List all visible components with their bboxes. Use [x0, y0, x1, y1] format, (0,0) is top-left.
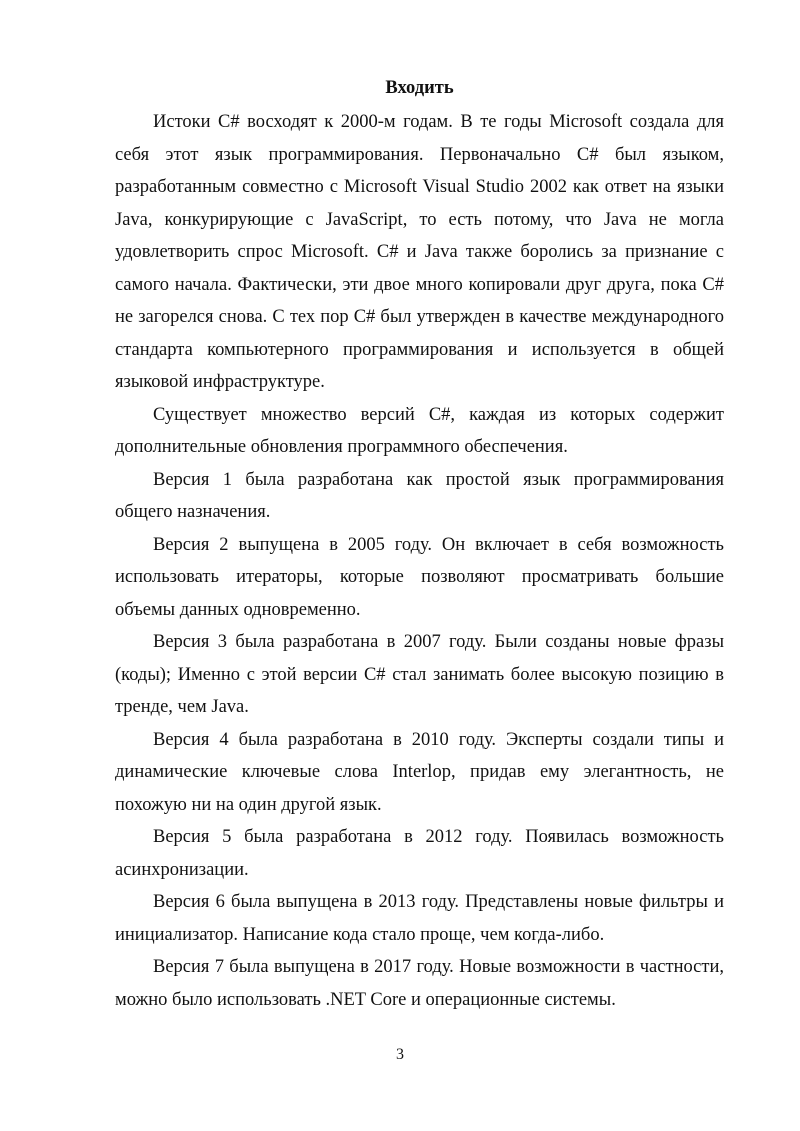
paragraph-version-3: Версия 3 была разработана в 2007 году. Были созданы новые фразы (коды); Именно с этой версии C# стал занимать более высокую позицию в тренде, чем Java. [115, 632, 724, 717]
paragraph-origins: Истоки C# восходят к 2000-м годам. В те годы Microsoft создала для себя этот язык программирования. Первоначально C# был языком, разработанным совместно с Microsoft Visual Studio 2002 как ответ на языки Java, конкурирующие с JavaScript, то есть потому, что Java не могла удовлетворить спрос Microsoft. C# и Java также боролись за признание с самого начала. Фактически, эти двое много копировали друг друга, пока C# не загорелся снова. С тех пор C# был утвержден в качестве международного стандарта компьютерного программирования и используется в общей языковой инфраструктуре. [115, 112, 724, 392]
paragraph-versions-intro: Существует множество версий C#, каждая из которых содержит дополнительные обновления программного обеспечения. [115, 404, 724, 457]
paragraph-version-4: Версия 4 была разработана в 2010 году. Эксперты создали типы и динамические ключевые слова Interlop, придав ему элегантность, не похожую ни на один другой язык. [115, 729, 724, 815]
paragraph-version-5: Версия 5 была разработана в 2012 году. Появилась возможность асинхронизации. [115, 827, 724, 880]
page-number: 3 [396, 1046, 404, 1063]
document-page [115, 74, 724, 1016]
section-title: Входить [385, 78, 454, 98]
paragraph-version-1: Версия 1 была разработана как простой язык программирования общего назначения. [115, 469, 724, 522]
paragraph-version-2: Версия 2 выпущена в 2005 году. Он включает в себя возможность использовать итераторы, которые позволяют просматривать большие объемы данных одновременно. [115, 534, 724, 620]
paragraph-version-6: Версия 6 была выпущена в 2013 году. Представлены новые фильтры и инициализатор. Написание кода стало проще, чем когда-либо. [115, 892, 724, 945]
paragraph-version-7: Версия 7 была выпущена в 2017 году. Новые возможности в частности, можно было использовать .NET Core и операционные системы. [115, 957, 724, 1010]
